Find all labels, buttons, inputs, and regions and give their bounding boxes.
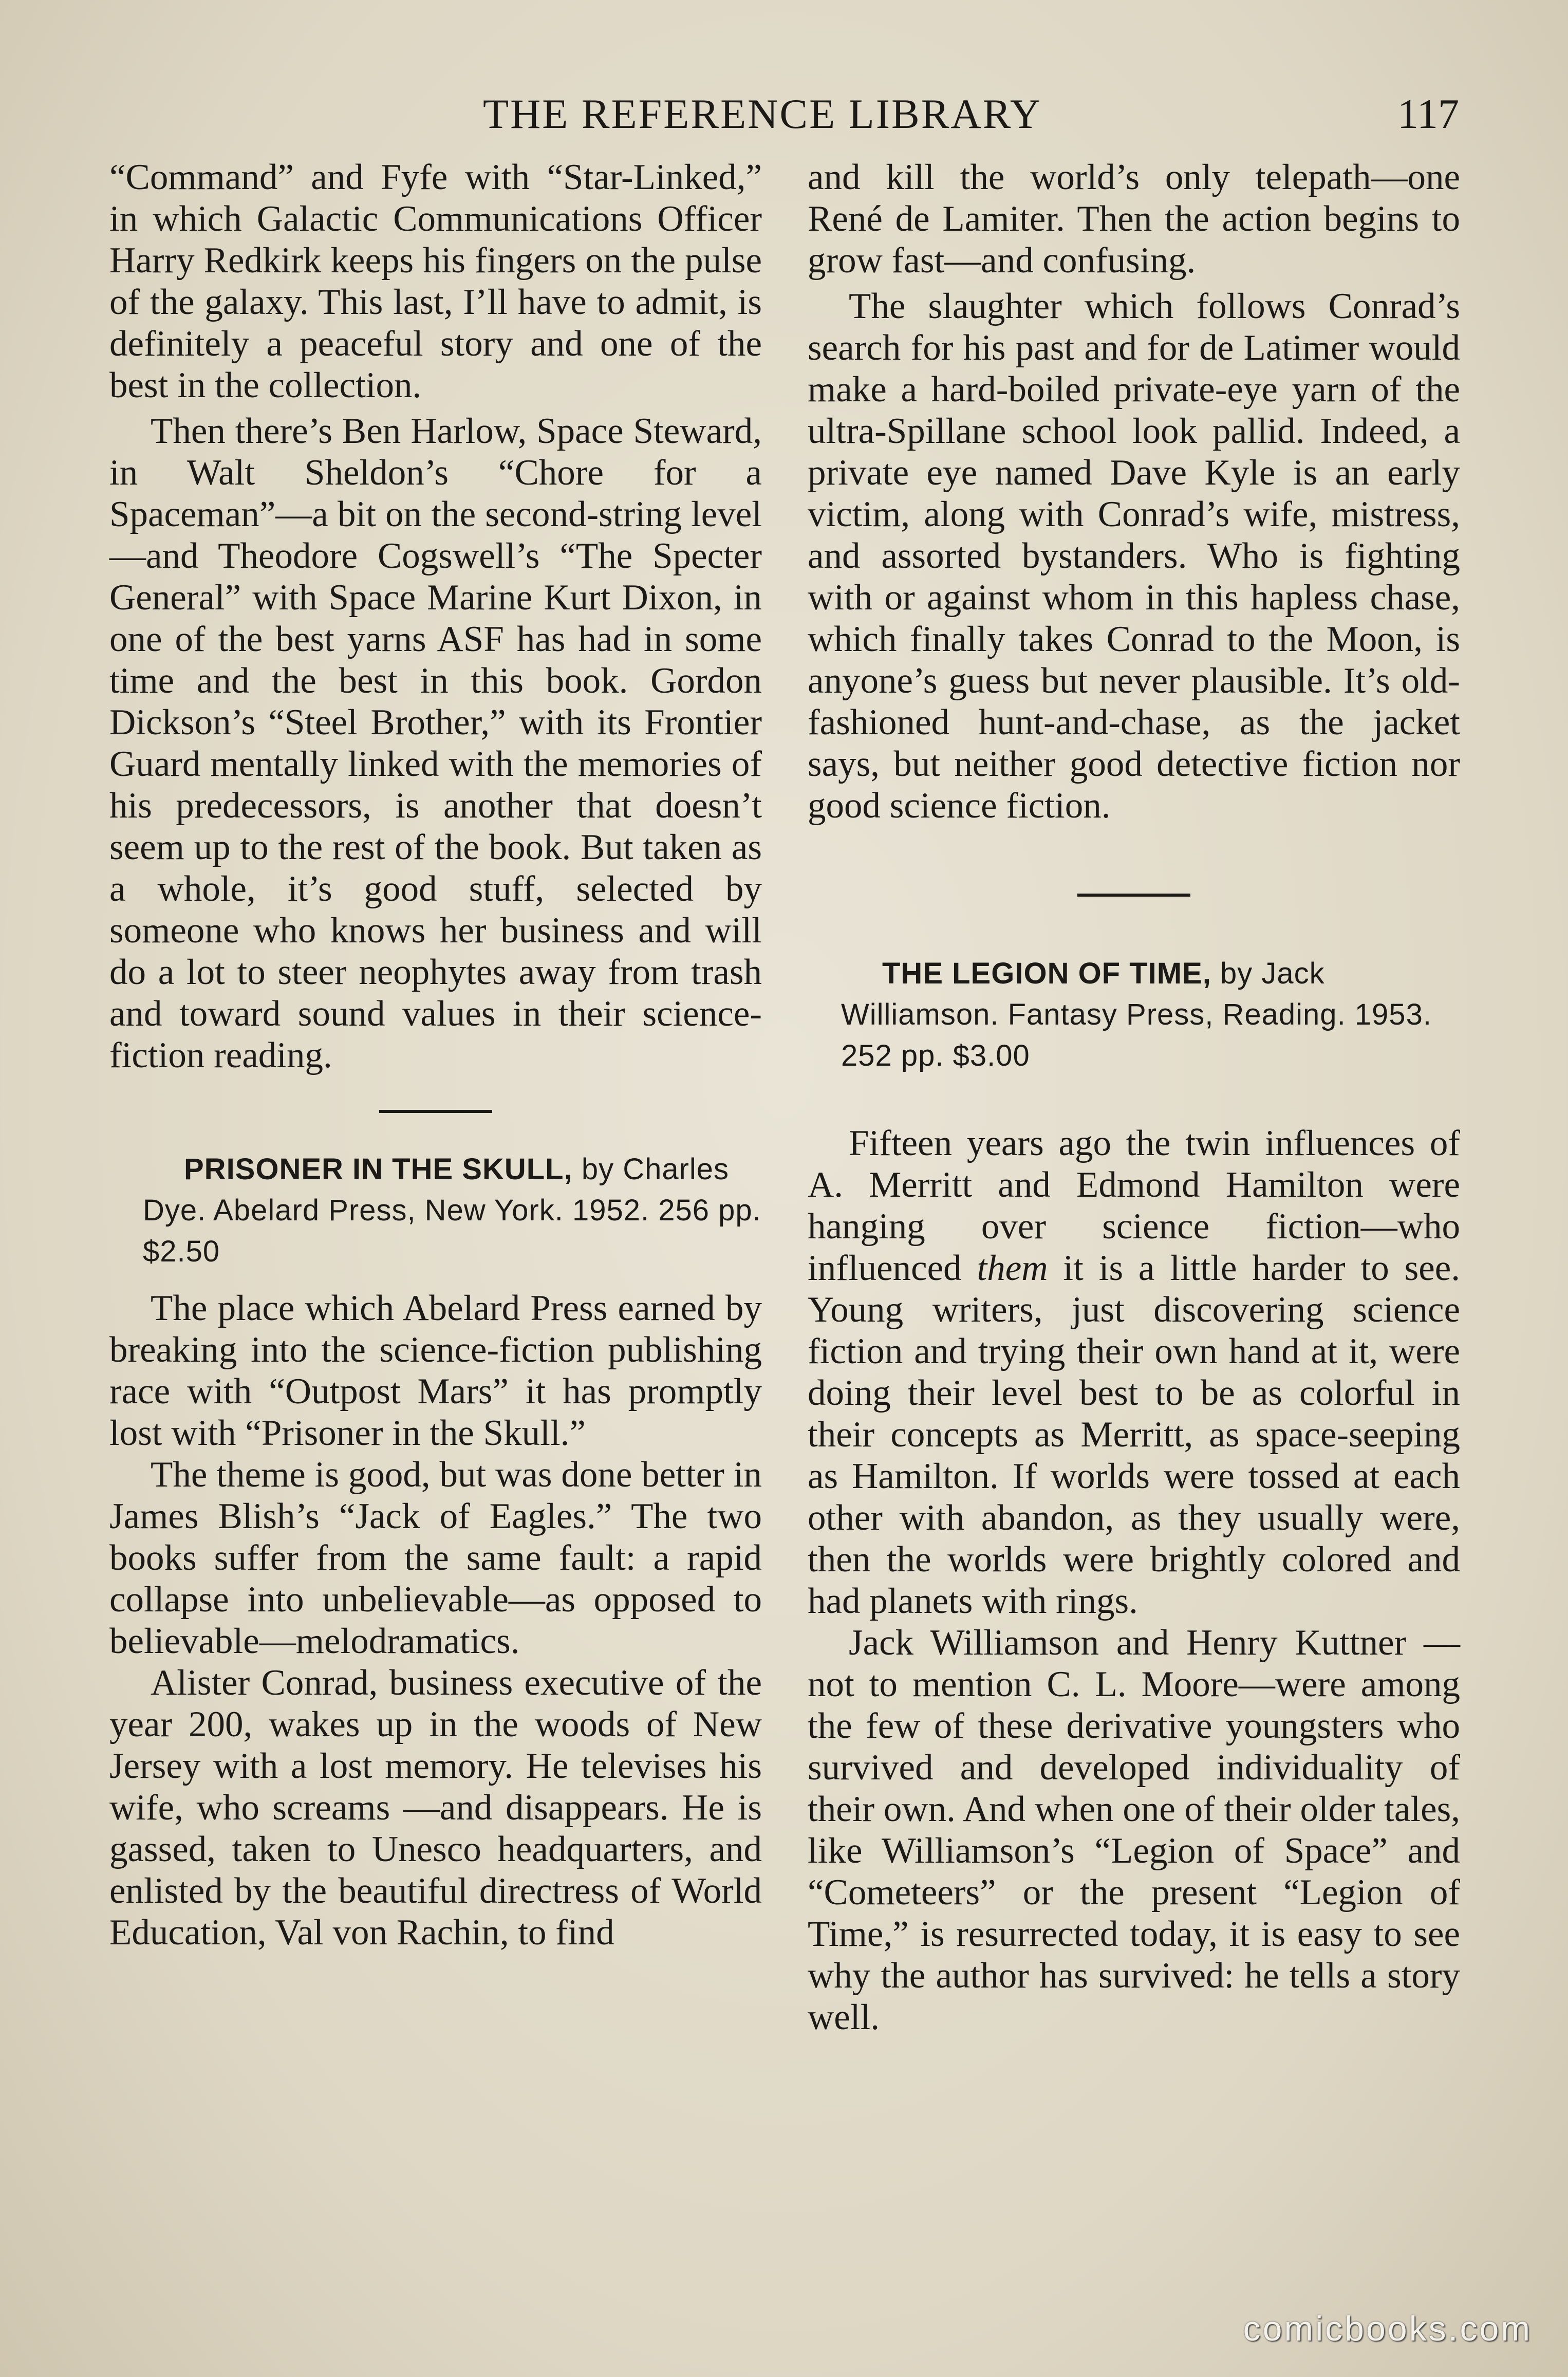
page-number: 117 xyxy=(1397,90,1459,137)
paragraph: The slaughter which follows Conrad’s search for his past and for de Latimer would make a hard-boiled private-eye yarn of the ultra-Spillane school look pallid. Indeed, a private eye named Dave Kyle is an early victim, along with Conrad’s wife, mistress, and assorted bystanders. Who is fighting with or against whom in this hapless chase, which finally takes Conrad to the Moon, is anyone’s guess but never plausible. It’s old-fashioned hunt-and-chase, as the jacket says, but neither good detective fiction nor good science fiction. xyxy=(808,286,1460,826)
review-book-details: by Charles Dye. Abelard Press, New York. 1952. 256 pp. $2.50 xyxy=(143,1153,761,1268)
review-book-title: THE LEGION OF TIME, xyxy=(882,957,1211,990)
review-heading xyxy=(109,1149,762,1272)
paragraph: Alister Conrad, business executive of the year 200, wakes up in the woods of New Jersey with a lost memory. He televises his wife, who screams —and disappears. He is gassed, taken to Unesco headquarters, and enlisted by the beautiful directress of World Education, Val von Rachin, to find xyxy=(109,1663,762,1953)
running-title: THE REFERENCE LIBRARY xyxy=(483,90,1042,137)
page-header xyxy=(108,90,1459,146)
review-heading xyxy=(808,953,1460,1076)
text-run: Fifteen years ago the twin influences of A. Merritt and Edmond Hamilton were hanging over science fiction—who influenced xyxy=(808,1123,1460,1288)
review-book-details: by Jack Williamson. Fantasy Press, Reading. 1953. 252 pp. $3.00 xyxy=(841,957,1432,1072)
paragraph: Then there’s Ben Harlow, Space Steward, in Walt Sheldon’s “Chore for a Spaceman”—a bit on the second-string level—and Theodore Cogswell’s “The Specter General” with Space Marine Kurt Dixon, in one of the best yarns ASF has had in some time and the best in this book. Gordon Dickson’s “Steel Brother,” with its Frontier Guard mentally linked with the memories of his predecessors, is another that doesn’t seem up to the rest of the book. But taken as a whole, it’s good stuff, selected by someone who knows her business and will do a lot to steer neophytes away from trash and toward sound values in their science-fiction reading. xyxy=(109,411,762,1075)
paragraph: The theme is good, but was done better in James Blish’s “Jack of Eagles.” The two books suffer from the same fault: a rapid collapse into unbelievable—as opposed to believable—melodramatics. xyxy=(109,1455,762,1661)
review-book-title: PRISONER IN THE SKULL, xyxy=(184,1153,573,1186)
right-column xyxy=(808,157,1460,2038)
text-run: it is a little harder to see. Young writers, just discovering science fiction and trying their own hand at it, were doing their level best to be as colorful in their concepts as Merritt, as space-seeping as Hamilton. If worlds were tossed at each other with abandon, as they usually were, then the worlds were brightly colored and had planets with rings. xyxy=(808,1248,1460,1621)
paragraph: The place which Abelard Press earned by breaking into the science-fiction publishing race with “Outpost Mars” it has promptly lost with “Prisoner in the Skull.” xyxy=(109,1288,762,1453)
left-column xyxy=(109,157,762,1954)
paragraph: and kill the world’s only telepath—one René de Lamiter. Then the action begins to grow fast—and confusing. xyxy=(808,157,1460,281)
paragraph xyxy=(808,1123,1460,1622)
paragraph: Jack Williamson and Henry Kuttner —not to mention C. L. Moore—were among the few of these derivative youngsters who survived and developed individuality of their own. And when one of their older tales, like Williamson’s “Legion of Space” and “Cometeers” or the present “Legion of Time,” is resurrected today, it is easy to see why the author has survived: he tells a story well. xyxy=(808,1623,1460,2037)
paragraph: “Command” and Fyfe with “Star-Linked,” in which Galactic Communications Officer Harry Redkirk keeps his fingers on the pulse of the galaxy. This last, I’ll have to admit, is definitely a peaceful story and one of the best in the collection. xyxy=(109,157,762,405)
emphasis: them xyxy=(977,1248,1048,1288)
watermark: comicbooks.com xyxy=(1243,2309,1532,2348)
